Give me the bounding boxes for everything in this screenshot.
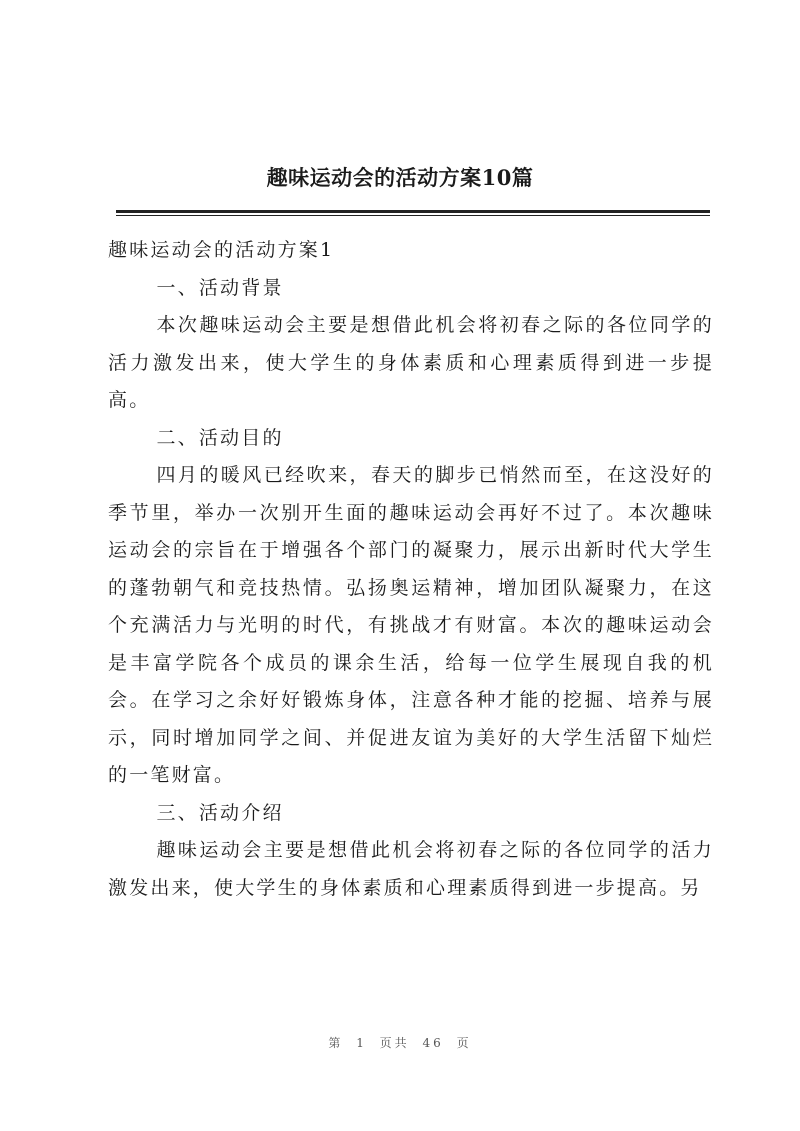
paragraph-heading-introduction: 三、活动介绍 <box>156 801 284 824</box>
document-body <box>108 232 714 907</box>
title-rule-thick <box>116 210 710 213</box>
section-heading: 趣味运动会的活动方案1 <box>108 239 335 261</box>
page-footer: 第 1 页共 46 页 <box>328 1036 472 1050</box>
paragraph-heading-purpose: 二、活动目的 <box>156 426 284 449</box>
paragraph-purpose: 四月的暖风已经吹来，春天的脚步已悄然而至，在这没好的季节里，举办一次别开生面的趣味运动会再好不过了。本次趣味运动会的宗旨在于增强各个部门的凝聚力，展示出新时代大学生的蓬勃朝气和竞技热情。弘扬奥运精神，增加团队凝聚力，在这个充满活力与光明的时代，有挑战才有财富。本次的趣味运动会是丰富学院各个成员的课余生活，给每一位学生展现自我的机会。在学习之余好好锻炼身体，注意各种才能的挖掘、培养与展示，同时增加同学之间、并促进友谊为美好的大学生活留下灿烂的一笔财富。 <box>108 464 714 786</box>
paragraph-background: 本次趣味运动会主要是想借此机会将初春之际的各位同学的活力激发出来，使大学生的身体素质和心理素质得到进一步提高。 <box>108 314 714 411</box>
document-title: 趣味运动会的活动方案10篇 <box>266 165 534 190</box>
paragraph-introduction: 趣味运动会主要是想借此机会将初春之际的各位同学的活力激发出来，使大学生的身体素质和心理素质得到进一步提高。另 <box>108 839 714 899</box>
paragraph-heading-background: 一、活动背景 <box>156 276 284 299</box>
title-rule-thin <box>116 215 710 216</box>
